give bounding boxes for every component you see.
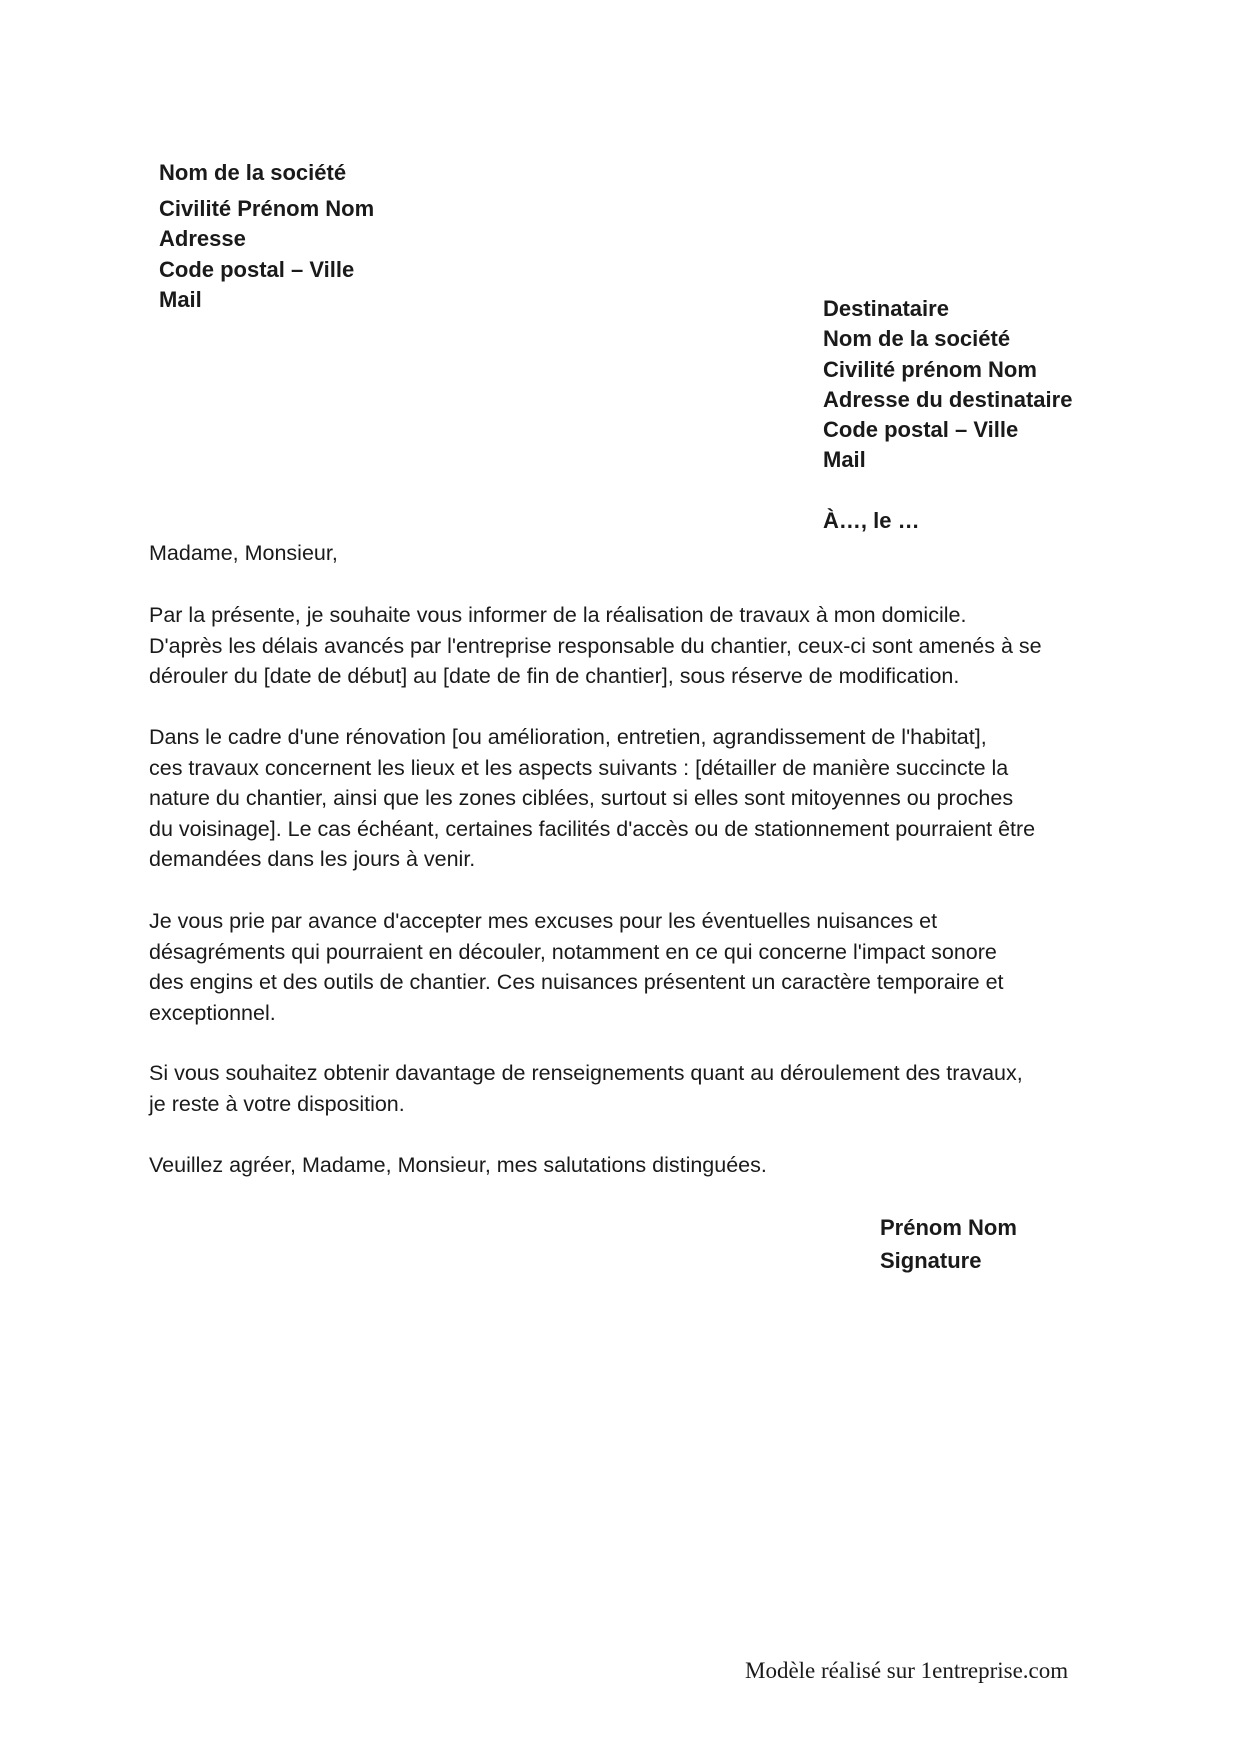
closing-formula: Veuillez agréer, Madame, Monsieur, mes salutations distinguées. xyxy=(149,1153,767,1177)
paragraph-line: Par la présente, je souhaite vous informer de la réalisation de travaux à mon domicile. xyxy=(149,603,967,627)
recipient-mail: Mail xyxy=(823,447,866,472)
paragraph-line: exceptionnel. xyxy=(149,1000,276,1025)
paragraph-line: Dans le cadre d'une rénovation [ou amélioration, entretien, agrandissement de l'habitat], xyxy=(149,725,987,749)
paragraph-line: nature du chantier, ainsi que les zones ciblées, surtout si elles sont mitoyennes ou proches xyxy=(149,786,1014,811)
body-paragraph xyxy=(149,722,1035,875)
place-date: À…, le … xyxy=(823,508,920,533)
paragraph-line: D'après les délais avancés par l'entreprise responsable du chantier, ceux-ci sont amenés à se xyxy=(149,633,1042,658)
paragraph-line: du voisinage]. Le cas échéant, certaines facilités d'accès ou de stationnement pourraient être xyxy=(149,816,1036,841)
paragraph-line: désagréments qui pourraient en découler, notamment en ce qui concerne l'impact sonore xyxy=(149,939,997,964)
signature-label: Signature xyxy=(880,1248,982,1273)
paragraph-line: demandées dans les jours à venir. xyxy=(149,847,476,872)
signature-name: Prénom Nom xyxy=(880,1215,1017,1240)
recipient-address: Adresse du destinataire xyxy=(823,387,1073,412)
sender-address: Adresse xyxy=(159,226,246,251)
paragraph-line: je reste à votre disposition. xyxy=(149,1091,405,1116)
sender-name: Civilité Prénom Nom xyxy=(159,196,375,221)
sender-mail: Mail xyxy=(159,287,202,312)
recipient-label: Destinataire xyxy=(823,296,949,321)
paragraph-line: des engins et des outils de chantier. Ces nuisances présentent un caractère temporaire et xyxy=(149,970,1004,995)
recipient-city: Code postal – Ville xyxy=(823,417,1019,442)
paragraph-line: Je vous prie par avance d'accepter mes excuses pour les éventuelles nuisances et xyxy=(149,909,938,933)
paragraph-line: Si vous souhaitez obtenir davantage de renseignements quant au déroulement des travaux, xyxy=(149,1061,1023,1085)
sender-company: Nom de la société xyxy=(159,160,347,185)
body-paragraph xyxy=(149,600,1042,692)
body-paragraph xyxy=(149,906,1004,1028)
paragraph-line: dérouler du [date de début] au [date de fin de chantier], sous réserve de modification. xyxy=(149,664,960,689)
recipient-company: Nom de la société xyxy=(823,326,1011,351)
body-paragraph xyxy=(149,1058,1023,1119)
paragraph-line: ces travaux concernent les lieux et les aspects suivants : [détailler de manière succincte la xyxy=(149,755,1009,780)
footer-credit: Modèle réalisé sur 1entreprise.com xyxy=(745,1658,1069,1683)
salutation: Madame, Monsieur, xyxy=(149,541,338,565)
sender-city: Code postal – Ville xyxy=(159,257,355,282)
recipient-name: Civilité prénom Nom xyxy=(823,357,1037,382)
